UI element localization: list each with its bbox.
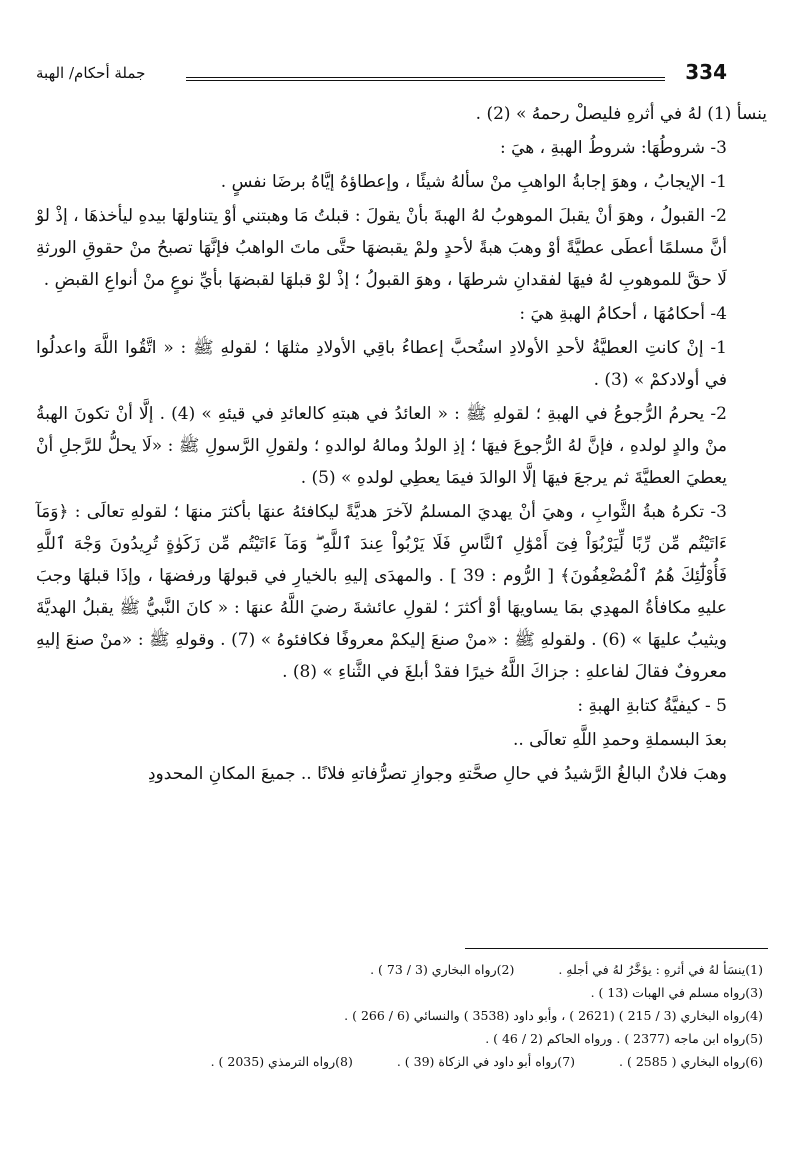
main-text — [36, 98, 767, 790]
paragraph: وهبَ فلانٌ البالغُ الرَّشيدُ في حالِ صحَّتهِ وجوازِ تصرُّفاتهِ فلانًا .. جميعَ المكانِ المحدودِ — [147, 764, 727, 784]
footnote: (1)ينسَأ لهُ في أثرهِ : يؤخَّرُ لهُ في أجلهِ . — [558, 962, 763, 977]
footnote: (5)رواه ابن ماجه (2377 ) . ورواه الحاكم (2 / 46 ) . — [485, 1031, 763, 1046]
footnote-row — [40, 1004, 763, 1027]
paragraph: 1- الإيجابُ ، وهوَ إجابةُ الواهبِ منْ سألهُ شيئًا ، وإعطاؤهُ إيَّاهُ برضَا نفسٍ . — [220, 172, 727, 192]
footnote: (2)رواه البخاري (3 / 73 ) . — [370, 962, 515, 977]
footnote: (7)رواه أبو داود في الزكاة (39 ) . — [396, 1054, 576, 1069]
paragraph: بعدَ البسملةِ وحمدِ اللَّهِ تعالَى .. — [512, 730, 727, 750]
footnote: (6)رواه البخاري ( 2585 ) . — [619, 1054, 763, 1069]
footnote-row — [40, 1027, 763, 1050]
footnote: (8)رواه الترمذي (2035 ) . — [210, 1054, 353, 1069]
paragraph: ينسأ (1) لهُ في أثرهِ فليصلْ رحمهُ » (2) . — [475, 104, 767, 124]
footnote: (4)رواه البخاري (3 / 215 ) (2621 ) ، وأبو داود (3538 ) والنسائي (6 / 266 ) . — [344, 1008, 763, 1023]
running-title: جملة أحكام/ الهبة — [36, 64, 146, 82]
footnote-row — [40, 958, 763, 981]
section-heading: 5 - كيفيَّةُ كتابةِ الهبةِ : — [577, 696, 727, 716]
paragraph: 3- تكرهُ هبةُ الثَّوابِ ، وهيَ أنْ يهديَ المسلمُ لآخرَ هديَّةً ليكافئهُ عنهَا بأكثرَ منهَا ؛ لقولهِ تعالَى : ﴿وَمَآ ءَاتَيْتُم مِّن رِّبًا لِّيَرْبُوَاْ فِىٓ أَمْوَٰلِ ٱلنَّاسِ فَلَا يَرْبُواْ عِندَ ٱللَّهِ ۖ وَمَآ ءَاتَيْتُم مِّن زَكَوٰةٍ تُرِيدُونَ وَجْهَ ٱللَّهِ فَأُوْلَٰٓئِكَ هُمُ ٱلْمُضْعِفُونَ﴾ [ الرُّوم : 39 ] . والمهدَى إليهِ بالخيارِ في قبولهَا ورفضهَا ، وإذَا قبلهَا وجبَ عليهِ مكافأةُ المهدِي بمَا يساويهَا أوْ أكثرَ ؛ لقولِ عائشةَ رضيَ اللَّهُ عنهَا : « كانَ النَّبيُّ ﷺ يقبلُ الهديَّةَ ويثيبُ عليهَا » (6) . ولقولهِ ﷺ : «منْ صنعَ إليكمْ معروفًا فكافئوهُ » (7) . وقولهِ ﷺ : «منْ صنعَ إليهِ معروفٌ فقالَ لفاعلهِ : جزاكَ اللَّهُ خيرًا فقدْ أبلغَ في الثَّناءِ » (8) . — [36, 502, 727, 682]
paragraph: 2- يحرمُ الرُّجوعُ في الهبةِ ؛ لقولهِ ﷺ : « العائدُ في هبتهِ كالعائدِ في قيئهِ » (4) . إلَّا أنْ تكونَ الهبةُ منْ والدٍ لولدهِ ، فإنَّ لهُ الرُّجوعَ فيهَا ؛ إذِ الولدُ ومالهُ لوالدهِ ؛ ولقولِ الرَّسولِ ﷺ : «لَا يحلُّ للرَّجلِ أنْ يعطيَ العطيَّةَ ثم يرجعَ فيهَا إلَّا الوالدَ فيمَا يعطِي لولدهِ » (5) . — [36, 404, 728, 488]
footnote: (3)رواه مسلم في الهبات (13 ) . — [590, 985, 763, 1000]
paragraph: 2- القبولُ ، وهوَ أنْ يقبلَ الموهوبُ لهُ الهبةَ بأنْ يقولَ : قبلتُ مَا وهبتني أوْ يتناولهَا بيدهِ ليأخذهَا ، إذْ لوْ أنَّ مسلمًا أعطَى عطيَّةً أوْ وهبَ هبةً لأحدٍ ولمْ يقبضهَا حتَّى ماتَ الواهبُ فإنَّهَا تصبحُ منْ حقوقِ الورثةِ لَا حقَّ للموهوبِ لهُ فيهَا لفقدانِ شرطهَا ، وهوَ القبولُ ؛ إذْ لوْ قبلهَا لقبضهَا بأيِّ نوعٍ منْ أنواعِ القبضِ . — [36, 206, 727, 290]
footnote-row — [40, 1050, 763, 1073]
footnote-row — [40, 981, 763, 1004]
page-number: 334 — [685, 60, 727, 84]
footnote-separator — [465, 948, 768, 949]
page-header — [36, 58, 727, 92]
section-heading: 3- شروطُهَا: شروطُ الهبةِ ، هيَ : — [500, 138, 727, 158]
section-heading: 4- أحكامُهَا ، أحكامُ الهبةِ هيَ : — [519, 304, 727, 324]
header-rule — [186, 77, 665, 81]
footnotes — [40, 958, 763, 1073]
paragraph: 1- إنْ كانتِ العطيَّةُ لأحدِ الأولادِ استُحبَّ إعطاءُ باقِي الأولادِ مثلهَا ؛ لقولهِ ﷺ : « اتَّقُوا اللَّهَ واعدلُوا في أولادكمْ » (3) . — [36, 338, 727, 390]
